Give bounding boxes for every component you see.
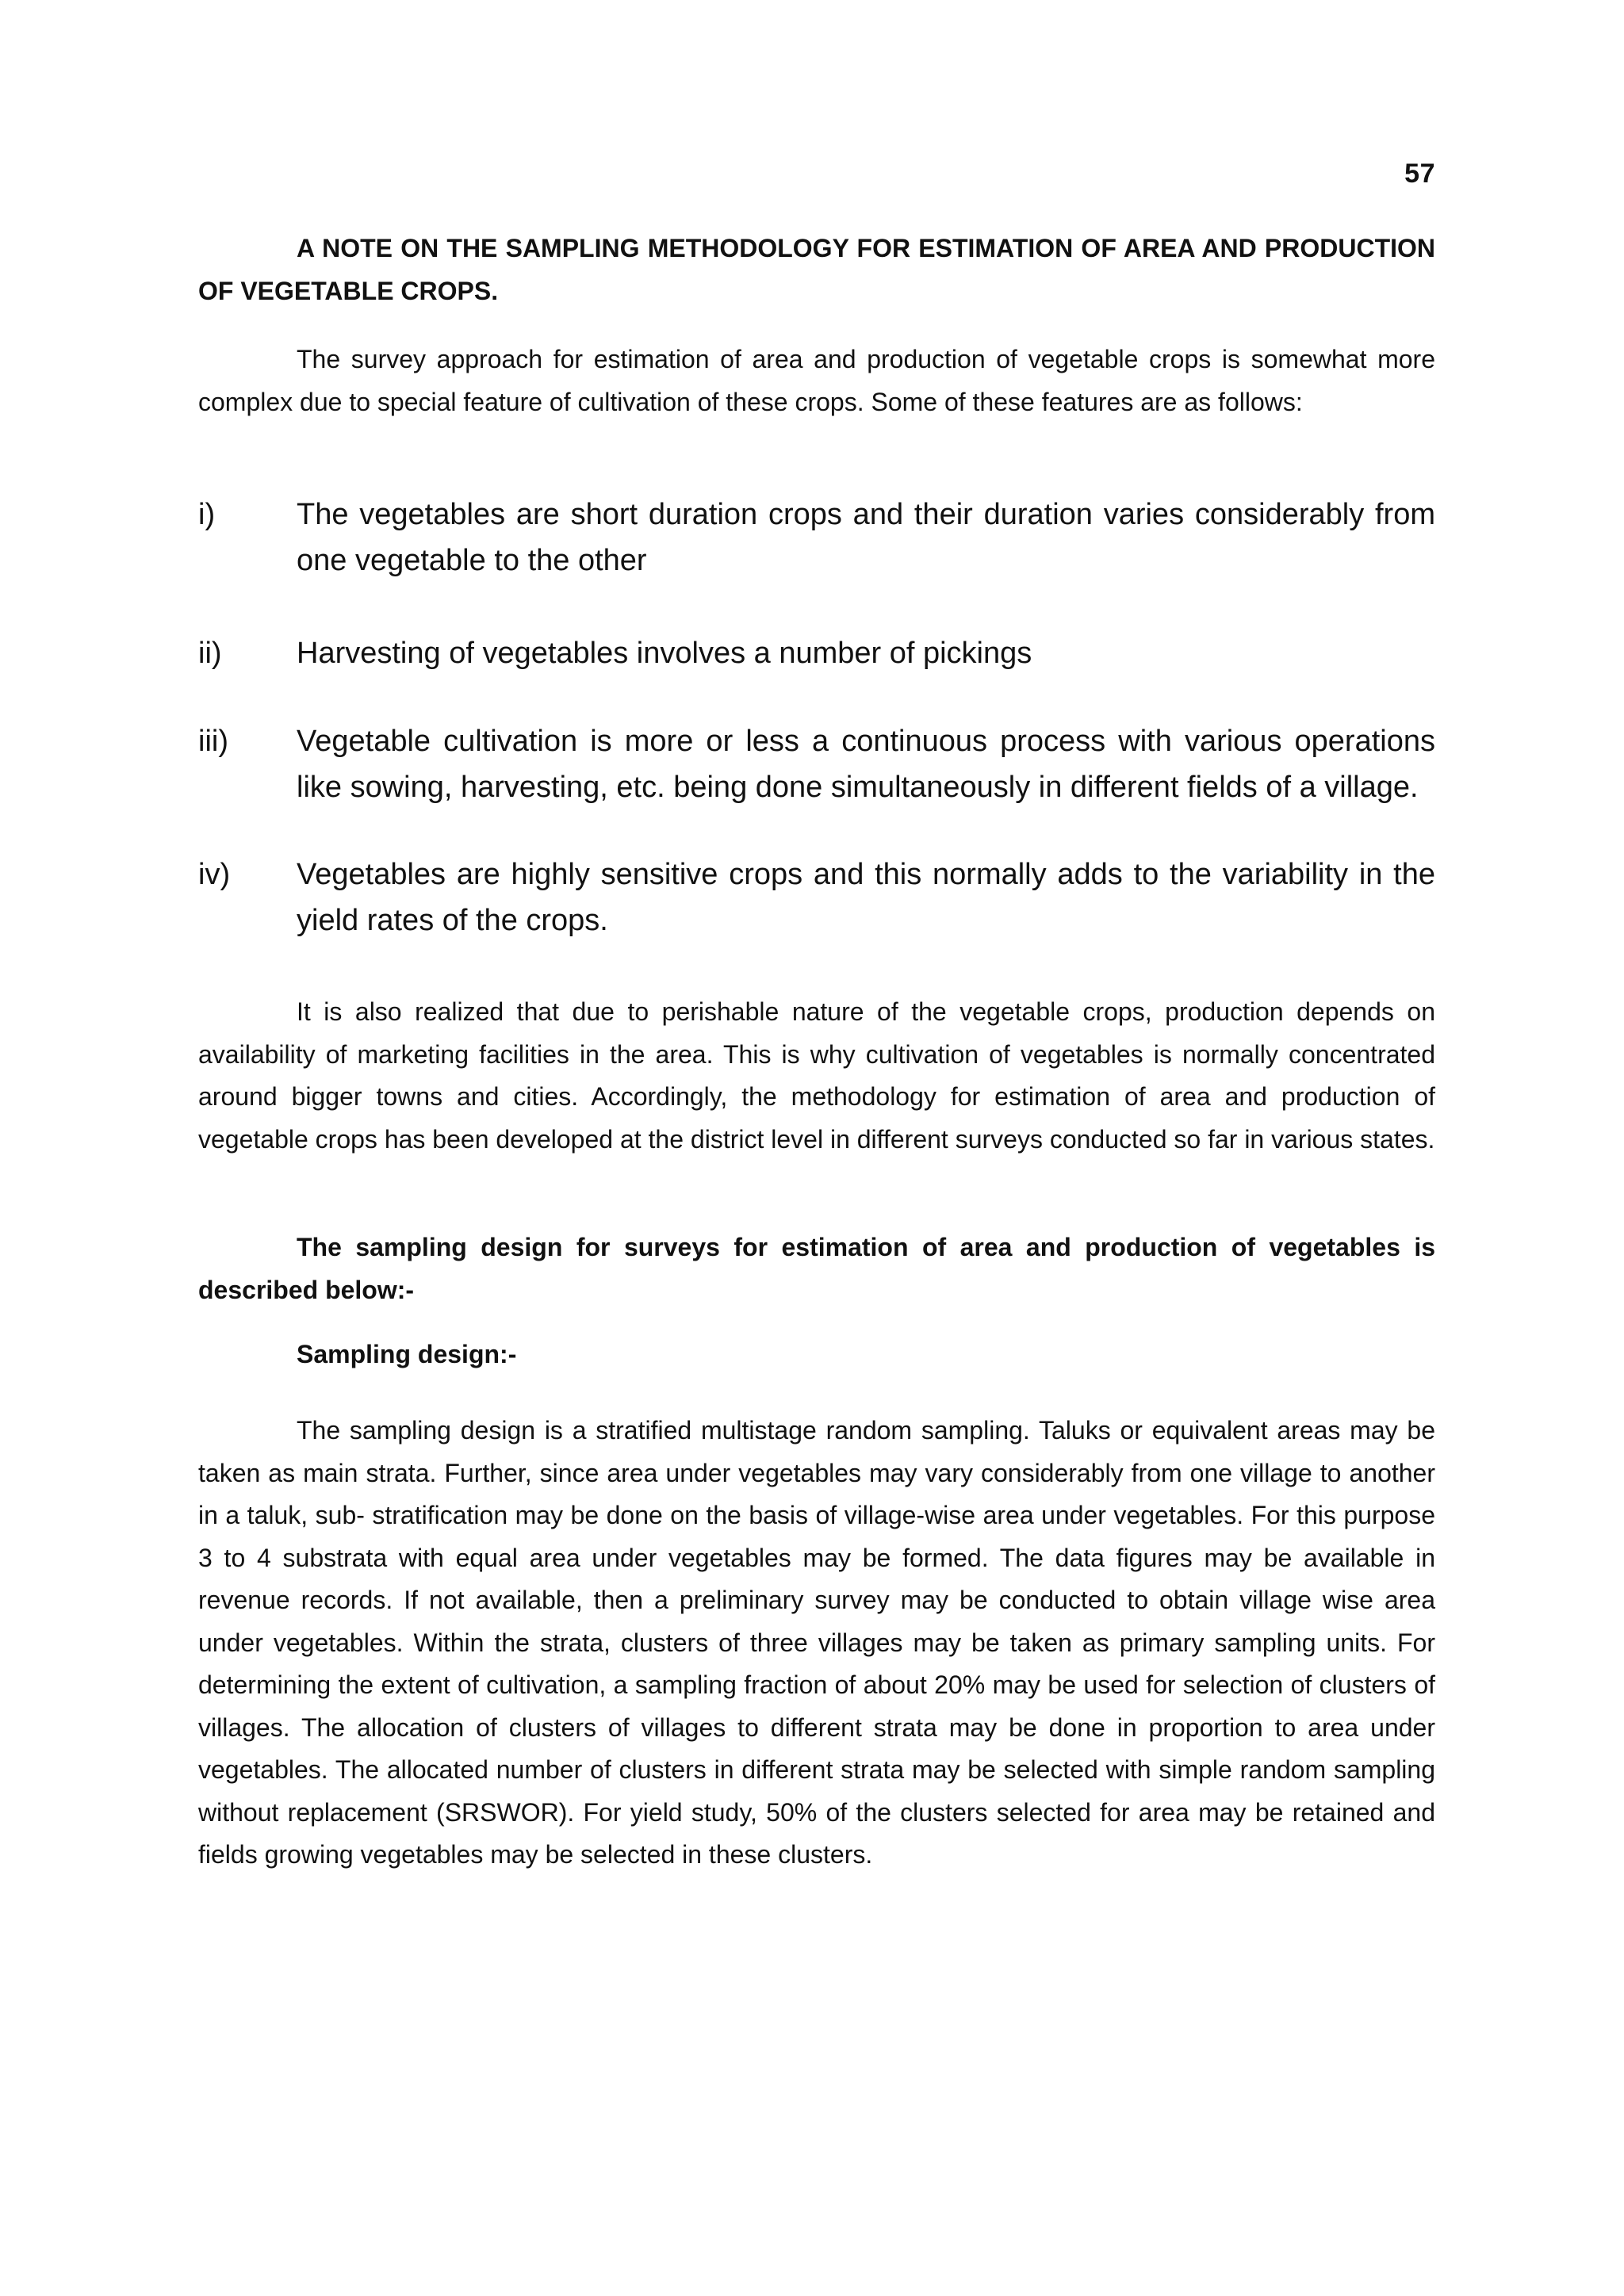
feature-text: The vegetables are short duration crops and their duration varies considerably from one vegetable to the other <box>297 498 1435 577</box>
sampling-design-paragraph: The sampling design is a stratified multistage random sampling. Taluks or equivalent areas may be taken as main strata. Further, since area under vegetables may vary considerably from one village to another in a taluk, sub- stratification may be done on the basis of village-wise area under vegetables. For this purpose 3 to 4 substrata with equal area under vegetables may be formed. The data figures may be available in revenue records. If not available, then a preliminary survey may be conducted to obtain village wise area under vegetables. Within the strata, clusters of three villages may be taken as primary sampling units. For determining the extent of cultivation, a sampling fraction of about 20% may be used for selection of clusters of villages. The allocation of clusters of villages to different strata may be done in proportion to area under vegetables. The allocated number of clusters in different strata may be selected with simple random sampling without replacement (SRSWOR). For yield study, 50% of the clusters selected for area may be retained and fields growing vegetables may be selected in these clusters. <box>198 1416 1435 1869</box>
feature-marker: iv) <box>198 858 231 891</box>
feature-marker: ii) <box>198 637 222 670</box>
document-title: A NOTE ON THE SAMPLING METHODOLOGY FOR ESTIMATION OF AREA AND PRODUCTION OF VEGETABLE CROPS. <box>198 234 1435 305</box>
feature-text: Harvesting of vegetables involves a number of pickings <box>297 637 1032 670</box>
feature-text: Vegetables are highly sensitive crops and this normally adds to the variability in the yield rates of the crops. <box>297 858 1435 937</box>
design-intro-paragraph: The sampling design for surveys for estimation of area and production of vegetables is described below:- <box>198 1233 1435 1304</box>
feature-marker: i) <box>198 498 216 531</box>
page-number: 57 <box>1404 159 1435 189</box>
document-page <box>198 0 1435 2296</box>
feature-text: Vegetable cultivation is more or less a continuous process with various operations like sowing, harvesting, etc. being done simultaneously in different fields of a village. <box>297 725 1435 804</box>
feature-marker: iii) <box>198 725 228 758</box>
sampling-design-heading: Sampling design:- <box>297 1340 517 1368</box>
intro-paragraph: The survey approach for estimation of area and production of vegetable crops is somewhat more complex due to special feature of cultivation of these crops. Some of these features are as follows: <box>198 345 1435 416</box>
perishable-paragraph: It is also realized that due to perishable nature of the vegetable crops, production depends on availability of marketing facilities in the area. This is why cultivation of vegetables is normally concentrated around bigger towns and cities. Accordingly, the methodology for estimation of area and production of vegetable crops has been developed at the district level in different surveys conducted so far in various states. <box>198 997 1435 1154</box>
